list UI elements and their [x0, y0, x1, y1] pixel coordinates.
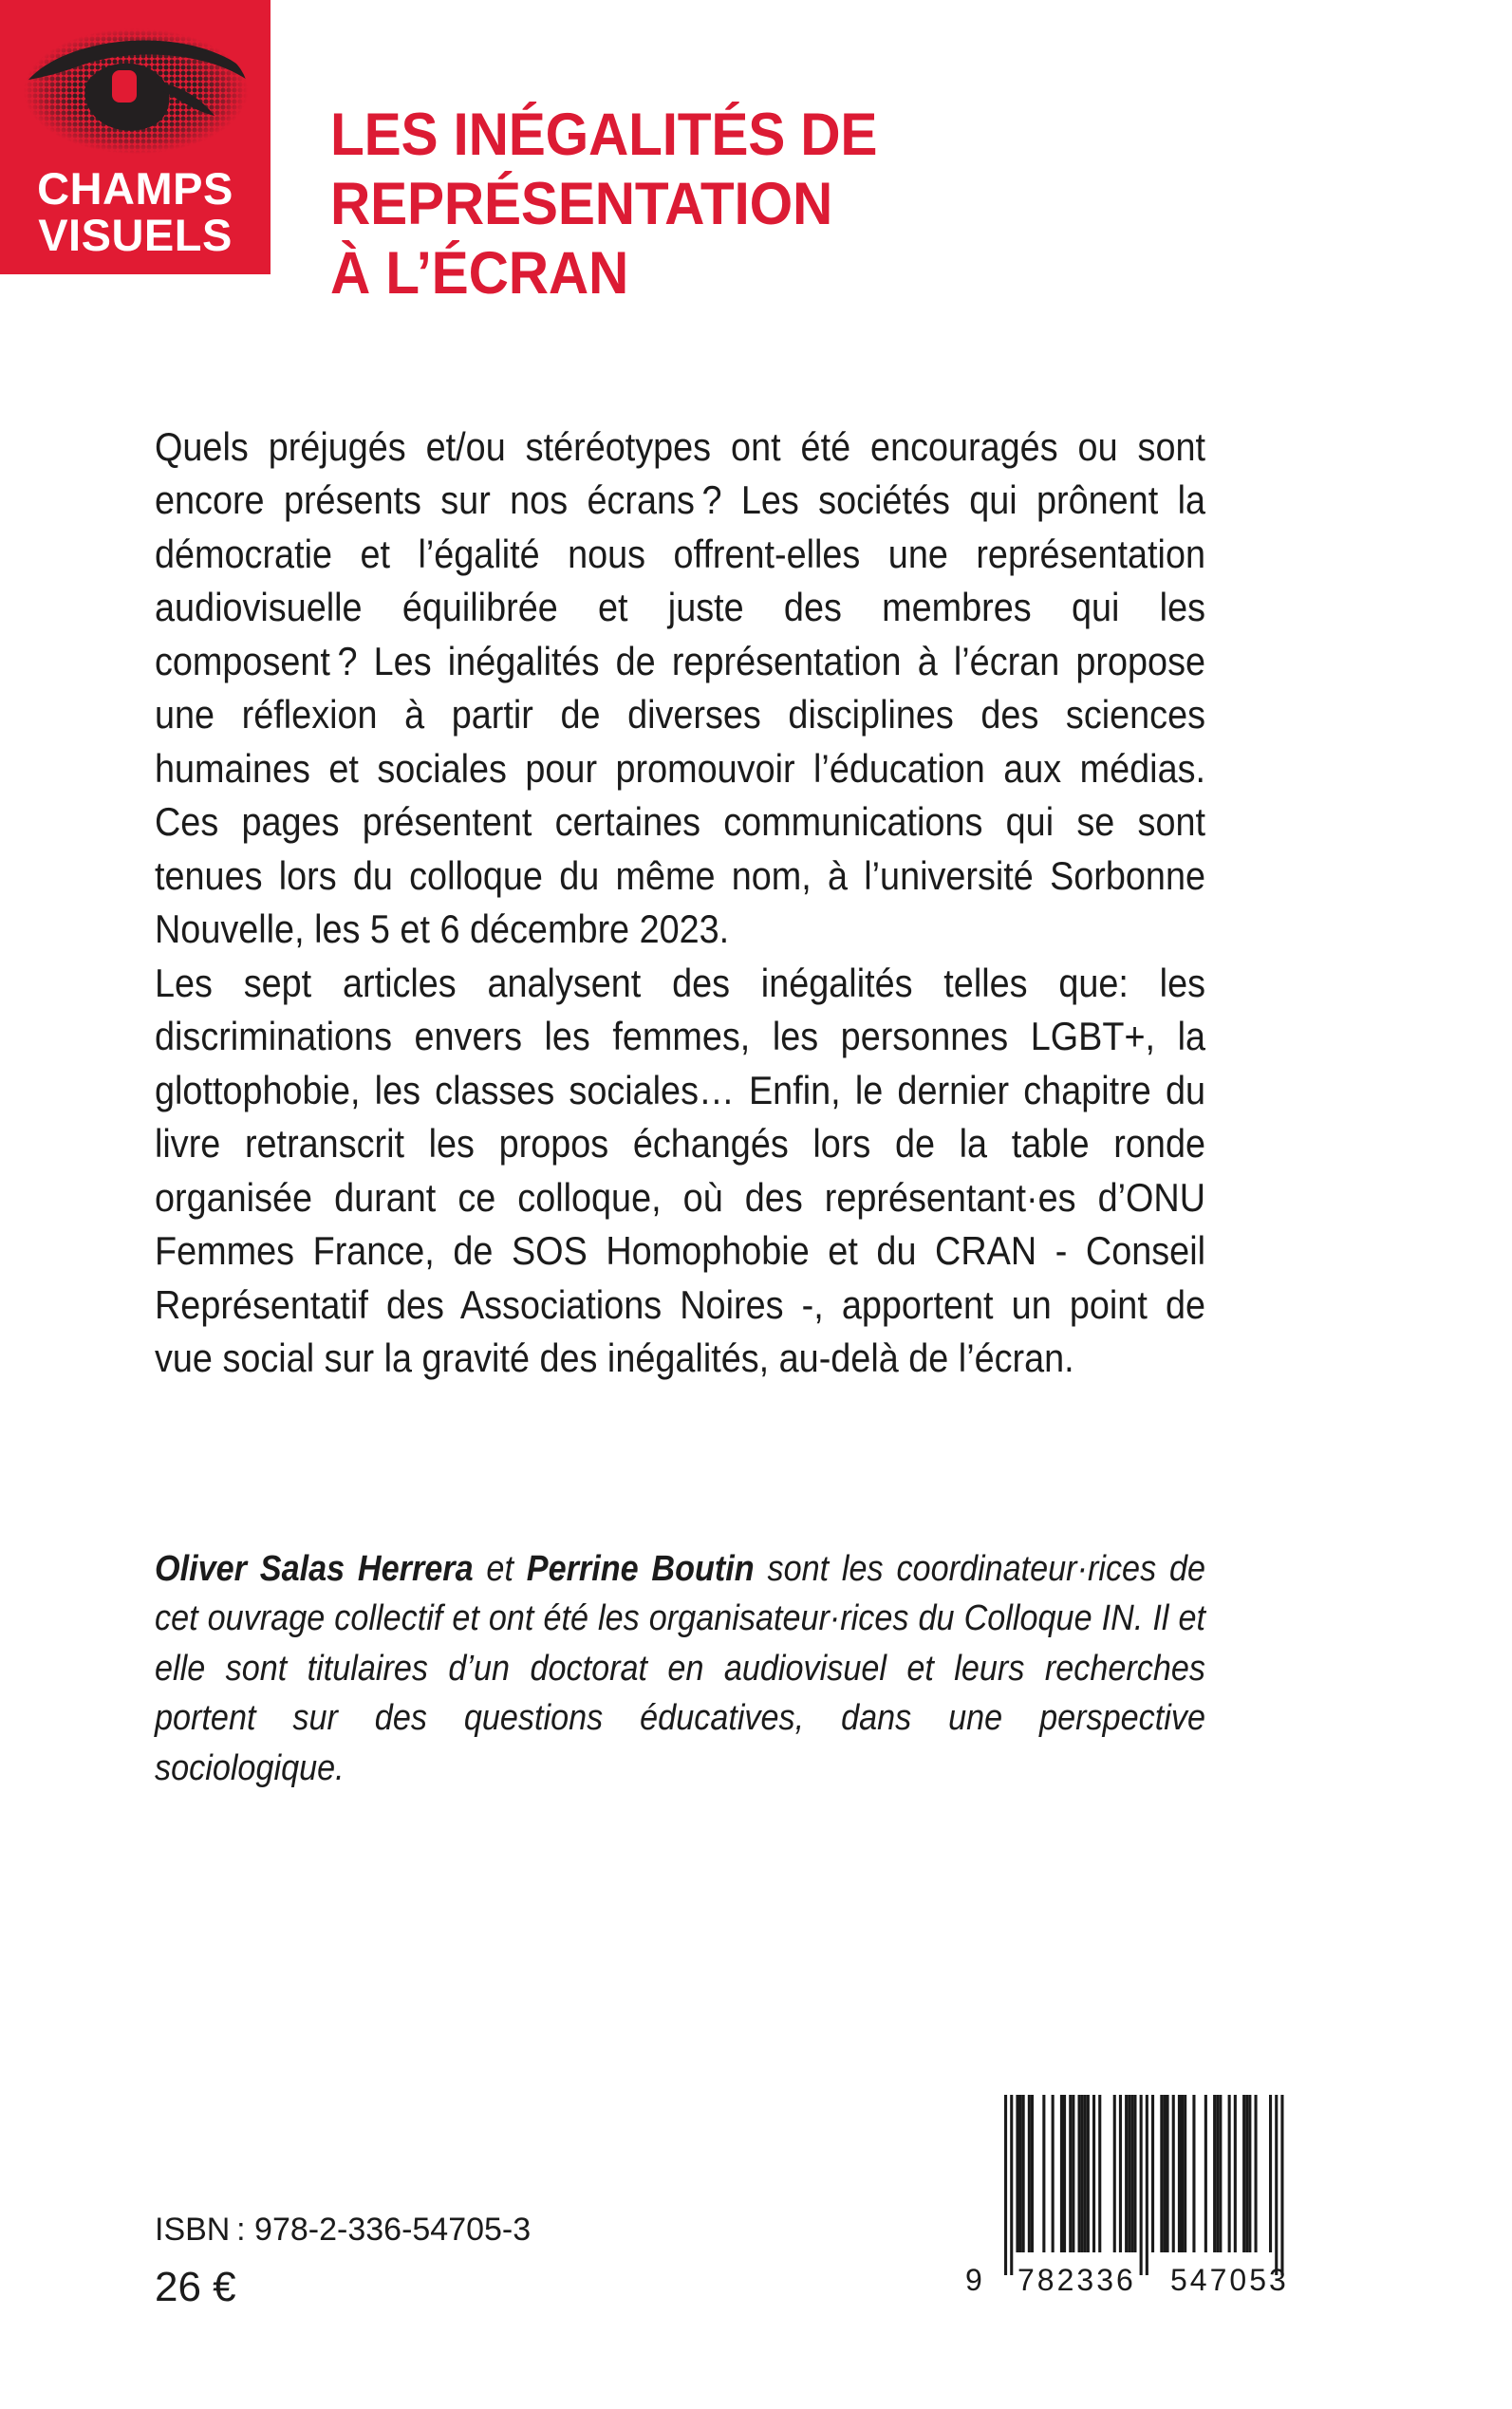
blurb-paragraph-2: Les sept articles analysent des inégalités telles que: les discriminations envers les femmes, les personnes LGBT+, la glottophobie, les classes sociales… Enfin, le dernier chapitre du livre retranscrit les propos échangés lors de la table ronde organisée durant ce colloque, où des représentant·es d’ONU Femmes France, de SOS Homophobie et du CRAN - Conseil Représentatif des Associations Noires -, apportent un point de vue social sur la gravité des inégalités, au-delà de l’écran. — [155, 960, 1205, 1381]
title-line-2: REPRÉSENTATION — [330, 170, 833, 237]
author-name-2: Perrine Boutin — [526, 1549, 755, 1589]
back-cover-blurb — [155, 420, 1205, 1386]
author-name-1: Oliver Salas Herrera — [155, 1549, 474, 1589]
price-text: 26 € — [155, 2264, 236, 2310]
halftone-eye-icon — [21, 25, 252, 158]
blurb-paragraph-1: Quels préjugés et/ou stéréotypes ont été encouragés ou sont encore présents sur nos écrans ? Les sociétés qui prônent la démocratie et l’égalité nous offrent-elles une représentation audiovisuelle équilibrée et juste des membres qui les composent ? Les inégalités de représentation à l’écran propose une réflexion à partir de diverses disciplines des sciences humaines et sociales pour promouvoir l’éducation aux médias. Ces pages présentent certaines communications qui se sont tenues lors du colloque du même nom, à l’université Sorbonne Nouvelle, les 5 et 6 décembre 2023. — [155, 424, 1205, 952]
title-line-3: À L’ÉCRAN — [330, 239, 629, 307]
author-bio — [155, 1544, 1205, 1793]
svg-text:782336: 782336 — [1017, 2263, 1136, 2297]
bio-text: sont les coordinateur·rices de cet ouvrage collectif et ont été les organisateur·rices du Colloque IN. Il et elle sont titulaires d’un doctorat en audiovisuel et leurs recherches portent sur des questions éducatives, dans une perspective sociologique. — [155, 1549, 1206, 1788]
isbn-text: ISBN : 978-2-336-54705-3 — [155, 2212, 532, 2248]
collection-wordmark — [0, 163, 271, 260]
collection-logo-block — [0, 0, 271, 274]
ean13-barcode — [949, 2074, 1333, 2297]
svg-text:547053: 547053 — [1170, 2263, 1289, 2297]
collection-name-line2: VISUELS — [38, 209, 233, 260]
author-bio-paragraph — [155, 1544, 1205, 1793]
book-title — [330, 101, 1283, 308]
bio-conjunction: et — [473, 1549, 527, 1589]
collection-name-line1: CHAMPS — [37, 163, 233, 214]
svg-text:9: 9 — [965, 2263, 982, 2297]
title-line-1: LES INÉGALITÉS DE — [330, 102, 878, 168]
